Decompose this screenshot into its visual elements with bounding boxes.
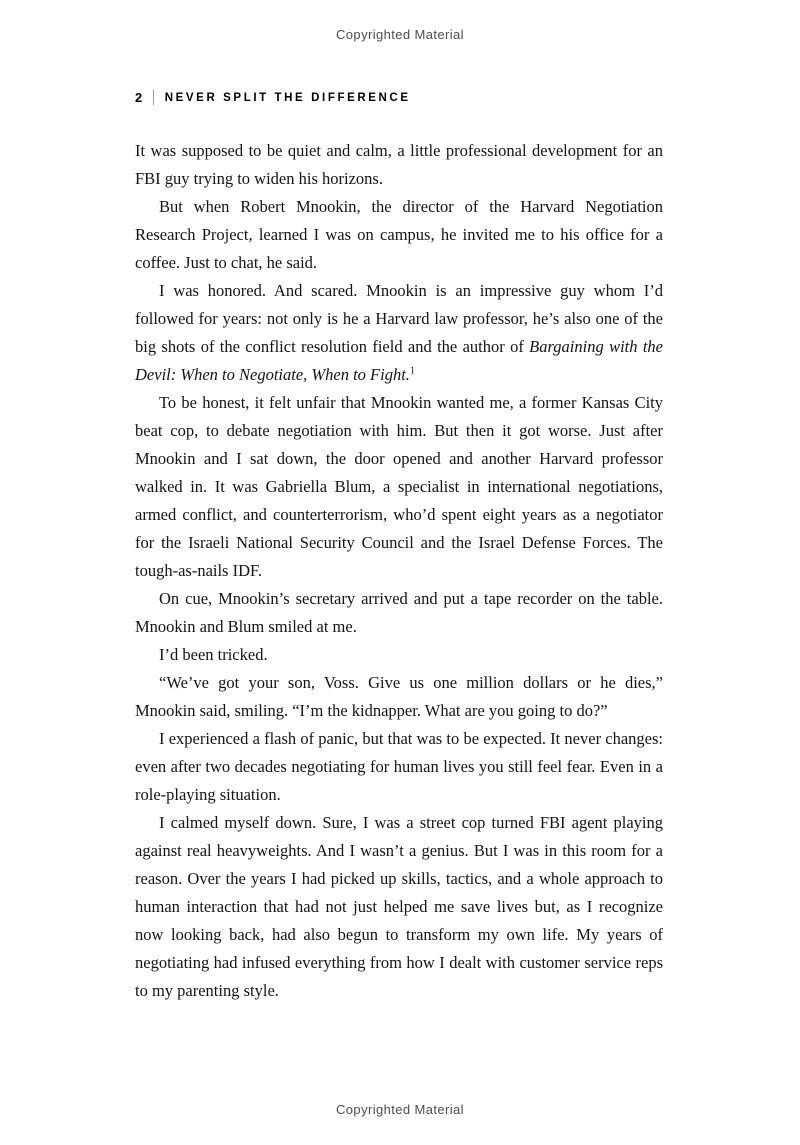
body-text xyxy=(135,137,663,1005)
copyright-notice-top: Copyrighted Material xyxy=(336,27,464,42)
paragraph xyxy=(135,641,663,669)
text-run: To be honest, it felt unfair that Mnookin wanted me, a former Kansas City beat cop, to debate negotiation with him. But then it got worse. Just after Mnookin and I sat down, the door opened and another Harvard professor walked in. It was Gabriella Blum, a specialist in international negotiations, armed conflict, and counterterrorism, who’d spent eight years as a negotiator for the Israeli National Security Council and the Israel Defense Forces. The tough-as-nails IDF. xyxy=(135,393,663,580)
header-divider xyxy=(153,90,154,105)
text-run: But when Robert Mnookin, the director of the Harvard Negotiation Research Project, learned I was on campus, he invited me to his office for a coffee. Just to chat, he said. xyxy=(135,197,663,272)
footnote-reference: 1 xyxy=(409,365,415,377)
paragraph xyxy=(135,193,663,277)
page-number: 2 xyxy=(135,90,143,105)
paragraph xyxy=(135,277,663,389)
text-run: I experienced a flash of panic, but that was to be expected. It never changes: even after two decades negotiating for human lives you still feel fear. Even in a role-playing situation. xyxy=(135,729,663,804)
page-header xyxy=(135,90,411,105)
text-run: It was supposed to be quiet and calm, a little professional development for an FBI guy trying to widen his horizons. xyxy=(135,141,663,188)
book-title-italic: Bargaining with the Devil: When to Negotiate, When to Fight. xyxy=(135,337,663,384)
paragraph xyxy=(135,669,663,725)
paragraph xyxy=(135,585,663,641)
text-run: On cue, Mnookin’s secretary arrived and put a tape recorder on the table. Mnookin and Blum smiled at me. xyxy=(135,589,663,636)
text-run: “We’ve got your son, Voss. Give us one million dollars or he dies,” Mnookin said, smiling. “I’m the kidnapper. What are you going to do?” xyxy=(135,673,663,720)
text-run: I was honored. And scared. Mnookin is an impressive guy whom I’d followed for years: not only is he a Harvard law professor, he’s also one of the big shots of the conflict resolution field and the author of xyxy=(135,281,663,356)
paragraph xyxy=(135,725,663,809)
text-run: I calmed myself down. Sure, I was a street cop turned FBI agent playing against real heavyweights. And I wasn’t a genius. But I was in this room for a reason. Over the years I had picked up skills, tactics, and a whole approach to human interaction that had not just helped me save lives but, as I recognize now looking back, had also begun to transform my own life. My years of negotiating had infused everything from how I dealt with customer service reps to my parenting style. xyxy=(135,813,663,1000)
paragraph xyxy=(135,809,663,1005)
text-run: I’d been tricked. xyxy=(159,645,268,664)
running-title: NEVER SPLIT THE DIFFERENCE xyxy=(164,91,411,104)
paragraph xyxy=(135,389,663,585)
copyright-notice-bottom: Copyrighted Material xyxy=(336,1102,464,1117)
paragraph xyxy=(135,137,663,193)
